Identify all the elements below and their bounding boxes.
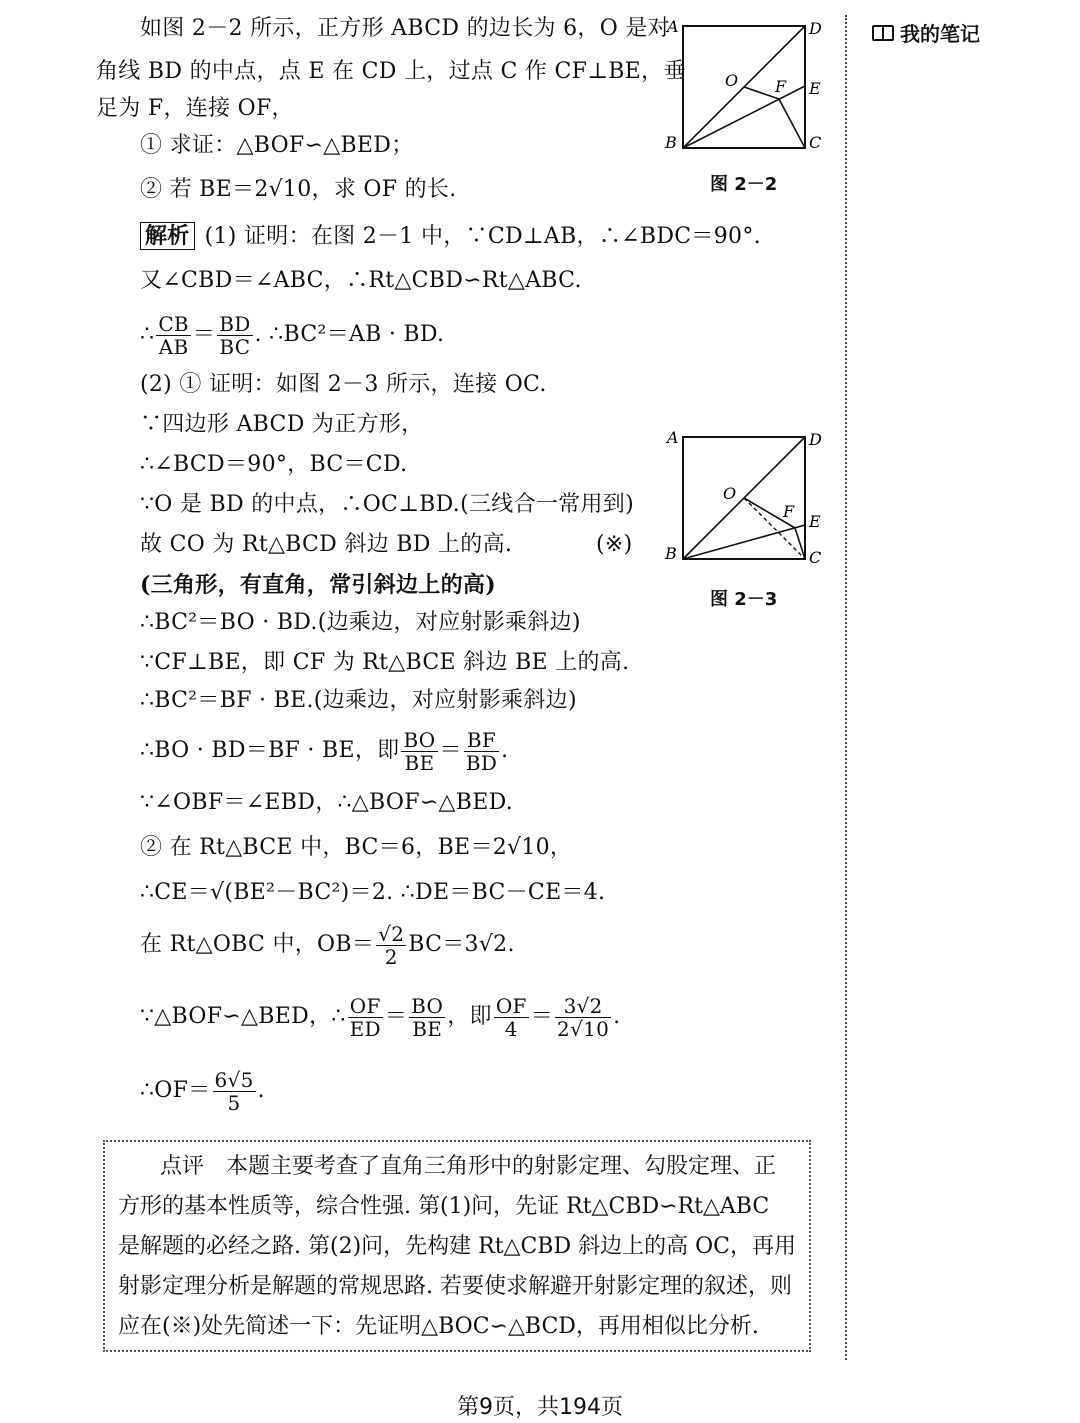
solution-line-9: (三角形，有直角，常引斜边上的高) bbox=[140, 572, 496, 598]
label-a: A bbox=[667, 17, 679, 36]
problem-line-3: 足为 F，连接 OF， bbox=[96, 96, 294, 121]
label-f: F bbox=[775, 77, 787, 96]
label-a: A bbox=[667, 428, 679, 447]
solution-line-8: 故 CO 为 Rt△BCD 斜边 BD 上的高. bbox=[140, 532, 513, 557]
comment-line-4: 射影定理分析是解题的常规思路. 若要使求解避开射影定理的叙述，则 bbox=[118, 1274, 792, 1299]
label-f: F bbox=[783, 502, 795, 521]
fraction-of-ed: $\frac{OF}{ED}$ bbox=[349, 993, 381, 1041]
label-o: O bbox=[723, 484, 737, 503]
label-e: E bbox=[809, 79, 821, 98]
segment-cf bbox=[779, 99, 805, 148]
segment-be bbox=[683, 525, 805, 559]
figure-2-3 bbox=[655, 425, 835, 570]
solution-mark: (※) bbox=[596, 532, 633, 557]
fraction-root2-2: $\frac{√2}{2}$ bbox=[378, 921, 405, 969]
solution-line-1 bbox=[140, 222, 761, 252]
solution-line-16: ∴CE＝√(BE²－BC²)＝2. ∴DE＝BC－CE＝4. bbox=[140, 880, 606, 905]
solution-line-11: ∵CF⊥BE，即 CF 为 Rt△BCE 斜边 BE 上的高. bbox=[140, 650, 630, 675]
question-1: ① 求证：△BOF∽△BED； bbox=[140, 133, 414, 158]
solution-line-3: ∴ $\frac{CB}{AB}$ ＝ $\frac{BD}{BC}$ . ∴BC²＝AB · BD. bbox=[140, 311, 445, 359]
comment-line-5: 应在(※)处先简述一下：先证明△BOC∽△BCD，再用相似比分析. bbox=[118, 1314, 759, 1339]
notes-header bbox=[872, 18, 980, 47]
fraction-of-4: $\frac{OF}{4}$ bbox=[495, 993, 527, 1041]
solution-line-14: ∵∠OBF＝∠EBD，∴△BOF∽△BED. bbox=[140, 790, 514, 815]
comment-line-1: 点评 本题主要考查了直角三角形中的射影定理、勾股定理、正 bbox=[160, 1154, 777, 1179]
solution-tag: 解析 bbox=[140, 222, 195, 250]
label-c: C bbox=[809, 548, 822, 567]
figure-2-2 bbox=[655, 12, 835, 157]
solution-line-2: 又∠CBD＝∠ABC，∴Rt△CBD∽Rt△ABC. bbox=[140, 268, 582, 293]
segment-of bbox=[744, 87, 779, 99]
problem-line-1: 如图 2－2 所示，正方形 ABCD 的边长为 6，O 是对 bbox=[140, 16, 670, 41]
fraction-bo-be-2: $\frac{BO}{BE}$ bbox=[411, 993, 444, 1041]
fraction-bo-be: $\frac{BO}{BE}$ bbox=[403, 727, 436, 775]
label-b: B bbox=[665, 133, 677, 152]
solution-line-17: 在 Rt△OBC 中，OB＝ $\frac{√2}{2}$ BC＝3√2. bbox=[140, 921, 515, 969]
solution-line-15: ② 在 Rt△BCE 中，BC＝6，BE＝2√10， bbox=[140, 835, 573, 860]
fraction-cb-ab: $\frac{CB}{AB}$ bbox=[158, 311, 189, 359]
fraction-6root5-5: $\frac{6√5}{5}$ bbox=[214, 1067, 254, 1115]
solution-line-13: ∴BO · BD＝BF · BE，即 $\frac{BO}{BE}$ ＝ $\frac{BF}{BD}$ . bbox=[140, 727, 509, 775]
figure-2-2-caption: 图 2－2 bbox=[710, 174, 778, 195]
problem-line-2: 角线 BD 的中点，点 E 在 CD 上，过点 C 作 CF⊥BE，垂 bbox=[96, 59, 686, 84]
solution-line-7: ∵O 是 BD 的中点，∴OC⊥BD.(三线合一常用到) bbox=[140, 492, 634, 517]
solution-line-5: ∵四边形 ABCD 为正方形， bbox=[140, 412, 424, 437]
label-d: D bbox=[809, 430, 822, 449]
solution-line-12: ∴BC²＝BF · BE.(边乘边，对应射影乘斜边) bbox=[140, 688, 577, 713]
label-b: B bbox=[665, 544, 677, 563]
segment-be bbox=[683, 86, 805, 148]
fraction-3root2-2root10: $\frac{3√2}{2√10}$ bbox=[557, 993, 610, 1041]
margin-divider bbox=[845, 15, 847, 1360]
label-o: O bbox=[725, 71, 739, 90]
label-c: C bbox=[809, 133, 822, 152]
solution-text-1: (1) 证明：在图 2－1 中，∵CD⊥AB，∴∠BDC＝90°. bbox=[204, 224, 761, 249]
fraction-bd-bc: $\frac{BD}{BC}$ bbox=[219, 311, 251, 359]
fraction-bf-bd: $\frac{BF}{BD}$ bbox=[465, 727, 498, 775]
solution-line-4: (2) ① 证明：如图 2－3 所示，连接 OC. bbox=[140, 372, 547, 397]
notes-label: 我的笔记 bbox=[900, 22, 980, 46]
solution-line-18: ∵△BOF∽△BED，∴ $\frac{OF}{ED}$ ＝ $\frac{BO}{BE}$ ，即 $\frac{OF}{4}$ ＝ $\frac{3√2}{2√10}$ . bbox=[140, 993, 621, 1041]
figure-2-3-caption: 图 2－3 bbox=[710, 589, 778, 610]
question-2: ② 若 BE＝2√10，求 OF 的长. bbox=[140, 177, 457, 202]
label-d: D bbox=[809, 19, 822, 38]
comment-line-2: 方形的基本性质等，综合性强. 第(1)问，先证 Rt△CBD∽Rt△ABC bbox=[118, 1194, 770, 1219]
solution-line-6: ∴∠BCD＝90°，BC＝CD. bbox=[140, 452, 408, 477]
solution-line-19: ∴OF＝ $\frac{6√5}{5}$ . bbox=[140, 1067, 265, 1115]
solution-line-10: ∴BC²＝BO · BD.(边乘边，对应射影乘斜边) bbox=[140, 610, 581, 635]
book-icon bbox=[872, 25, 894, 41]
page-footer: 第9页，共194页 bbox=[457, 1395, 623, 1420]
label-e: E bbox=[809, 512, 821, 531]
comment-line-3: 是解题的必经之路. 第(2)问，先构建 Rt△CBD 斜边上的高 OC，再用 bbox=[118, 1234, 796, 1259]
